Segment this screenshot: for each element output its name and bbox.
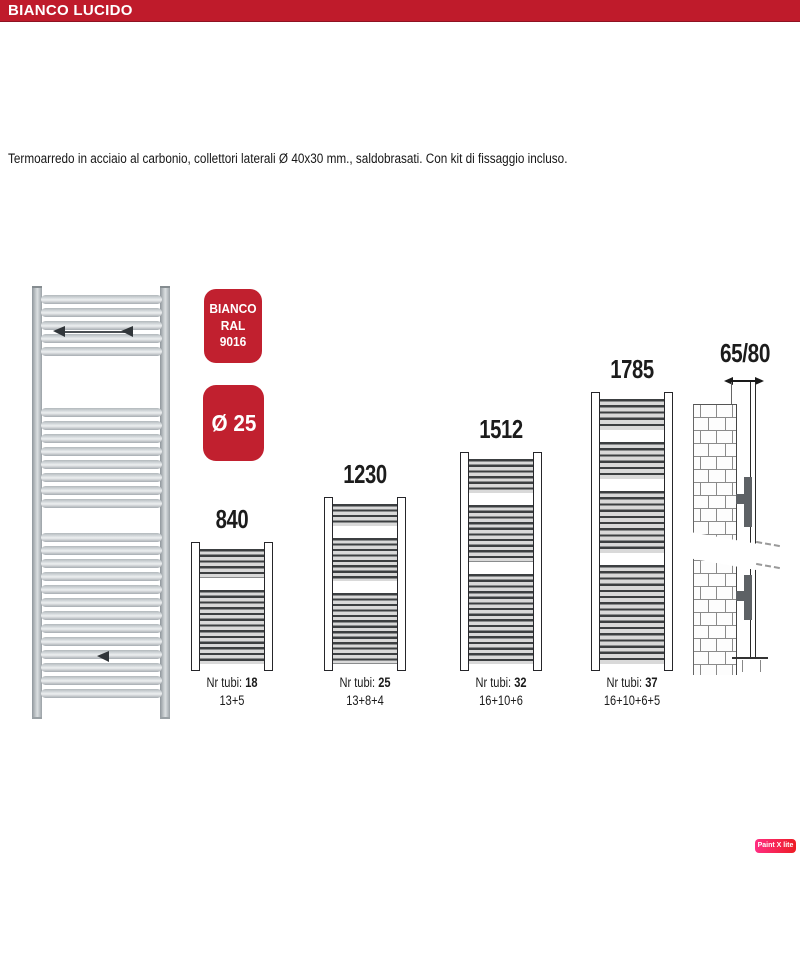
brick-joint bbox=[708, 418, 709, 430]
radiator-tube bbox=[41, 533, 162, 542]
radiator-tube bbox=[41, 421, 162, 430]
schematic-rail-left bbox=[324, 497, 333, 671]
color-badge bbox=[204, 289, 262, 363]
brick-joint bbox=[700, 613, 701, 625]
radiator-tube bbox=[41, 408, 162, 417]
brick-row bbox=[694, 405, 736, 418]
brick-row bbox=[694, 509, 736, 522]
schematic-tubes bbox=[200, 549, 264, 664]
towel-hook-icon bbox=[97, 651, 109, 662]
radiator-tube bbox=[41, 585, 162, 594]
section-title: BIANCO LUCIDO bbox=[8, 2, 133, 19]
brick-joint bbox=[700, 405, 701, 417]
brick-joint bbox=[700, 509, 701, 521]
brick-joint bbox=[725, 626, 726, 638]
tube-group bbox=[600, 442, 664, 479]
towel-bar bbox=[58, 331, 128, 333]
brick-joint bbox=[732, 587, 733, 599]
brick-joint bbox=[700, 561, 701, 573]
brick-joint bbox=[708, 444, 709, 456]
brick-joint bbox=[725, 444, 726, 456]
brick-row bbox=[694, 652, 736, 665]
mount-bracket-upper-arm bbox=[736, 494, 746, 504]
radiator-tube bbox=[41, 637, 162, 646]
brick-joint bbox=[716, 405, 717, 417]
brick-joint bbox=[708, 626, 709, 638]
tube-group bbox=[469, 505, 533, 562]
section-header-bar bbox=[0, 0, 800, 22]
brick-joint bbox=[725, 496, 726, 508]
brick-joint bbox=[725, 574, 726, 586]
model-tube-composition: 13+5 bbox=[219, 693, 245, 708]
brick-joint bbox=[725, 418, 726, 430]
schematic-tubes bbox=[333, 504, 397, 664]
schematic-rail-right bbox=[533, 452, 542, 671]
brick-joint bbox=[716, 431, 717, 443]
schematic-rail-left bbox=[591, 392, 600, 671]
radiator-tube bbox=[41, 460, 162, 469]
brick-row bbox=[694, 470, 736, 483]
radiator-tube bbox=[41, 663, 162, 672]
brick-joint bbox=[700, 457, 701, 469]
tube-group bbox=[469, 574, 533, 665]
radiator-tube bbox=[41, 598, 162, 607]
model-tube-count: Nr tubi: 25 bbox=[339, 675, 391, 690]
color-badge-line: 9016 bbox=[219, 334, 247, 349]
tube-group bbox=[333, 504, 397, 526]
model-schematic bbox=[460, 452, 542, 671]
brick-joint bbox=[700, 639, 701, 651]
brick-joint bbox=[725, 652, 726, 664]
model-tube-composition: 16+10+6+5 bbox=[603, 693, 660, 708]
mount-bracket-lower-arm bbox=[736, 591, 746, 601]
towel-hook-icon bbox=[121, 326, 133, 337]
tube-group bbox=[200, 549, 264, 578]
wall-distance-label: 65/80 bbox=[719, 338, 771, 368]
model-tube-composition: 16+10+6 bbox=[478, 693, 523, 708]
radiator-tube bbox=[41, 499, 162, 508]
color-badge-line: RAL bbox=[220, 317, 246, 333]
tube-group bbox=[600, 399, 664, 430]
schematic-rail-left bbox=[191, 542, 200, 671]
radiator-tube bbox=[41, 486, 162, 495]
dimension-extension-line bbox=[731, 382, 732, 405]
brick-row bbox=[694, 587, 736, 600]
brick-row bbox=[694, 626, 736, 639]
brick-row bbox=[694, 457, 736, 470]
radiator-tube bbox=[41, 624, 162, 633]
brick-row bbox=[694, 431, 736, 444]
radiator-tube bbox=[41, 559, 162, 568]
tube-group bbox=[600, 491, 664, 553]
brick-joint bbox=[708, 496, 709, 508]
model-tube-composition: 13+8+4 bbox=[346, 693, 384, 708]
brick-joint bbox=[725, 470, 726, 482]
brick-joint bbox=[700, 483, 701, 495]
product-description: Termoarredo in acciaio al carbonio, collettori laterali Ø 40x30 mm., saldobrasati. Con kit di fissaggio incluso. bbox=[8, 151, 568, 166]
radiator-tube bbox=[41, 676, 162, 685]
brick-joint bbox=[725, 522, 726, 534]
towel-hook-icon bbox=[53, 326, 65, 337]
radiator-tube bbox=[41, 572, 162, 581]
schematic-tubes bbox=[600, 399, 664, 664]
radiator-tube bbox=[41, 546, 162, 555]
radiator-tube bbox=[41, 689, 162, 698]
brick-joint bbox=[716, 509, 717, 521]
brick-row bbox=[694, 574, 736, 587]
floor-tick bbox=[742, 660, 743, 672]
model-tube-count: Nr tubi: 37 bbox=[605, 675, 658, 690]
brick-joint bbox=[708, 574, 709, 586]
brick-joint bbox=[732, 405, 733, 417]
brick-joint bbox=[732, 639, 733, 651]
radiator-tube bbox=[41, 473, 162, 482]
side-view-drawing bbox=[690, 338, 800, 678]
brick-joint bbox=[700, 665, 701, 675]
model-tube-count: Nr tubi: 32 bbox=[474, 675, 527, 690]
model-schematic bbox=[591, 392, 673, 671]
tube-group bbox=[333, 538, 397, 582]
diameter-badge-label: Ø 25 bbox=[211, 410, 256, 436]
floor-tick bbox=[760, 660, 761, 672]
brick-joint bbox=[716, 665, 717, 675]
brick-row bbox=[694, 444, 736, 457]
brick-joint bbox=[732, 457, 733, 469]
model-height-label: 1512 bbox=[478, 414, 523, 444]
brick-joint bbox=[732, 613, 733, 625]
brick-joint bbox=[716, 639, 717, 651]
brick-joint bbox=[708, 652, 709, 664]
brick-joint bbox=[708, 522, 709, 534]
brick-joint bbox=[732, 431, 733, 443]
brick-row bbox=[694, 418, 736, 431]
brick-joint bbox=[732, 483, 733, 495]
radiator-tube bbox=[41, 447, 162, 456]
diameter-badge bbox=[203, 385, 264, 461]
brick-row bbox=[694, 613, 736, 626]
color-badge-line: BIANCO bbox=[209, 301, 257, 316]
brick-joint bbox=[700, 587, 701, 599]
brick-row bbox=[694, 639, 736, 652]
radiator-tube bbox=[41, 295, 162, 304]
model-height-label: 840 bbox=[215, 504, 249, 534]
radiator-tube bbox=[41, 347, 162, 356]
watermark-badge: Paint X lite bbox=[755, 839, 796, 853]
brick-joint bbox=[716, 613, 717, 625]
model-height-label: 1230 bbox=[343, 459, 387, 489]
floor-line bbox=[732, 657, 768, 659]
brick-joint bbox=[725, 600, 726, 612]
brick-joint bbox=[708, 600, 709, 612]
schematic-tubes bbox=[469, 459, 533, 664]
brick-row bbox=[694, 600, 736, 613]
schematic-rail-left bbox=[460, 452, 469, 671]
radiator-photo bbox=[28, 286, 175, 718]
model-height-label: 1785 bbox=[609, 354, 654, 384]
tube-group bbox=[469, 459, 533, 493]
schematic-rail-right bbox=[397, 497, 406, 671]
brick-joint bbox=[716, 587, 717, 599]
model-tube-count: Nr tubi: 18 bbox=[206, 675, 258, 690]
brick-joint bbox=[708, 470, 709, 482]
brick-row bbox=[694, 665, 736, 675]
schematic-rail-right bbox=[664, 392, 673, 671]
model-schematic bbox=[324, 497, 406, 671]
tube-group bbox=[600, 565, 664, 664]
brick-joint bbox=[732, 509, 733, 521]
schematic-rail-right bbox=[264, 542, 273, 671]
brick-joint bbox=[716, 457, 717, 469]
model-schematic bbox=[191, 542, 273, 671]
brick-joint bbox=[716, 483, 717, 495]
brick-joint bbox=[700, 431, 701, 443]
tube-group bbox=[333, 593, 397, 664]
brick-row bbox=[694, 483, 736, 496]
tube-group bbox=[200, 590, 264, 664]
brick-joint bbox=[732, 665, 733, 675]
radiator-tube bbox=[41, 611, 162, 620]
dimension-arrow-right-icon bbox=[755, 377, 764, 385]
radiator-tube bbox=[41, 308, 162, 317]
brick-row bbox=[694, 496, 736, 509]
radiator-tube bbox=[41, 434, 162, 443]
